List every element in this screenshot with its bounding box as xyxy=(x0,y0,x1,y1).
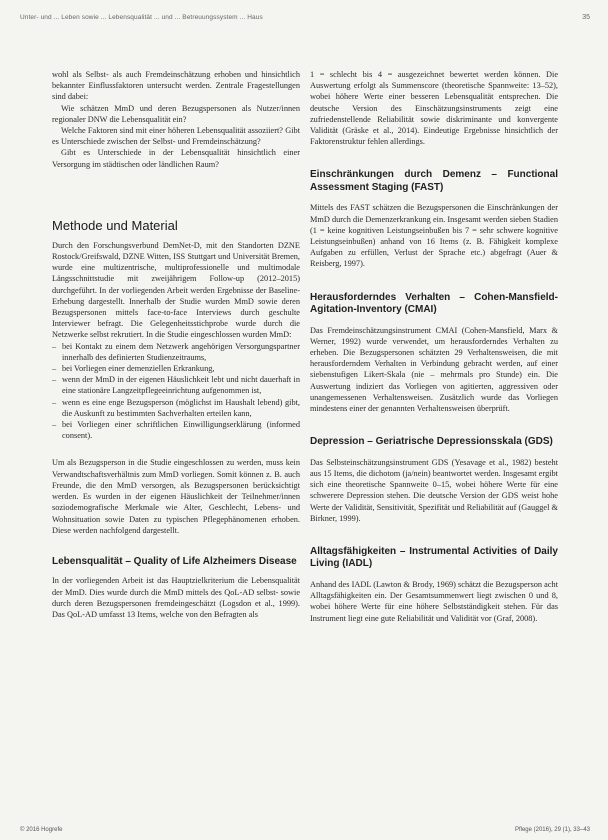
inclusion-criteria-list xyxy=(52,341,300,442)
list-item: – bei Kontakt zu einem dem Netzwerk angehörigen Versorgungspartner innerhalb des definierten Studienzeitraums, xyxy=(52,341,300,363)
cmai-paragraph: Das Fremdeinschätzungsinstrument CMAI (Cohen-Mansfield, Marx & Werner, 1992) wurde verwendet, um herausforderndes Verhalten zu erheben. Die Bezugspersonen schätzten 29 Verhaltensweisen, die mit herausforderndem Verhalten in Verbindung gebracht werden, auf einer siebenstufigen Likert-Skala (nie – mehrmals pro Stunde) ein. Die Auswertung indiziert das Vorliegen von agitierten, aggressiven oder unangemessenen Verhaltensweisen. Zusätzlich wurde das Vorliegen mindestens einer der genannten Verhaltensweisen überprüft. xyxy=(310,325,558,414)
right-column xyxy=(310,69,558,624)
subsection-title-fast: Einschränkungen durch Demenz – Functional Assessment Staging (FAST) xyxy=(310,169,558,193)
page-number: 35 xyxy=(582,13,590,21)
section-title-methods: Methode und Material xyxy=(52,217,178,233)
iadl-paragraph: Anhand des IADL (Lawton & Brody, 1969) schätzt die Bezugsperson acht Alltagsfähigkeiten ein. Der Gesamtsummenwert liegt zwischen 0 und 8, wobei höhere Werte für eine höhere Selbstständigkeit stehen. Für das Instrument liegt eine gute Reliabilität und Validität vor (Graf, 2008). xyxy=(310,579,558,623)
list-item: – bei Vorliegen einer schriftlichen Einwilligungserklärung (informed consent). xyxy=(52,419,300,441)
research-question: Gibt es Unterschiede in der Lebensqualität hinsichtlich einer Versorgung im städtischen oder ländlichen Raum? xyxy=(52,148,300,169)
subsection-title-iadl: Alltagsfähigkeiten – Instrumental Activities of Daily Living (IADL) xyxy=(310,545,558,570)
research-question: Wie schätzen MmD und deren Bezugspersonen als Nutzer/innen regionaler DNW die Lebensqualität ein? xyxy=(52,103,300,124)
footer-copyright: © 2016 Hogrefe xyxy=(20,827,63,833)
quality-of-life-paragraph: In der vorliegenden Arbeit ist das Hauptzielkriterium die Lebensqualität der MmD. Dies wurde durch die MmD mittels des QoL-AD selbst- sowie durch deren Bezugspersonen fremdeingeschätzt (Logsdon et al., 1999). Das QoL-AD umfasst 13 Items, welche von den Befragten als xyxy=(52,576,300,620)
subsection-title-cmai: Herausforderndes Verhalten – Cohen-Mansfield-Agitation-Inventory (CMAI) xyxy=(310,291,558,316)
quality-of-life-continued: 1 = schlecht bis 4 = ausgezeichnet bewertet werden können. Die Auswertung erfolgt als Summenscore (theoretische Spannweite: 13–52), wobei höhere Werte einer besseren Lebensqualität entsprechen. Die deutsche Version des Einschätzungsinstruments zeigt eine zufriedenstellende Reliabilität sowie diskriminante und konvergente Validität (Gräske et al., 2014). Eindeutige Ergebnisse hinsichtlich der Faktorenstruktur fehlen allerdings. xyxy=(310,70,558,147)
page-footer xyxy=(20,824,590,836)
footer-citation: Pflege (2016), 29 (1), 33–43 xyxy=(514,827,590,833)
list-item: – bei Vorliegen einer demenziellen Erkrankung, xyxy=(52,363,300,374)
running-head xyxy=(20,10,590,24)
methods-paragraph: Um als Bezugsperson in die Studie eingeschlossen zu werden, muss kein Verwandtschaftsverhältnis zum MmD vorliegen. Somit können z. B. auch Freunde, die den MmD versorgen, als Bezugspersonen berücksichtigt werden. Es wurden in der eigenen Häuslichkeit der Teilnehmer/innen soziodemografische Merkmale wie Alter, Geschlecht, Lebens- und Wohnsituation sowie Daten zu typischen Pflegephänomenen erhoben. Diese werden nachfolgend dargestellt. xyxy=(52,458,300,535)
left-column xyxy=(52,69,300,620)
fast-paragraph: Mittels des FAST schätzen die Bezugspersonen die Einschränkungen der MmD durch die Demenzerkrankung ein. Insgesamt werden sieben Stadien (1 = keine kognitiven Leistungseinbußen bis 7 = sehr schwere kognitive Leistungseinbußen) anhand von 16 Items (z. B. Fähigkeit komplexe Aufgaben zu erfüllen, Verlust der Sprache etc.) abgefragt (Auer & Reisberg, 1997). xyxy=(310,203,558,269)
list-item: – wenn der MmD in der eigenen Häuslichkeit lebt und nicht dauerhaft in eine stationäre Langzeitpflegeeinrichtung aufgenommen ist, xyxy=(52,374,300,396)
subsection-title-quality-of-life: Lebensqualität – Quality of Life Alzheimers Disease xyxy=(52,555,297,567)
research-question: Welche Faktoren sind mit einer höheren Lebensqualität assoziiert? Gibt es Unterschiede zwischen der Selbst- und Fremdeinschätzung? xyxy=(52,126,300,147)
methods-paragraph: Durch den Forschungsverbund DemNet-D, mit den Standorten DZNE Rostock/Greifswald, DZNE Witten, ISS Stuttgart und Universität Bremen, wurde eine multizentrische, multiprofessionelle und multimodale Längsschnittstudie mit zweijährigem Follow-up (2012–2015) durchgeführt. In der vorliegenden Arbeit werden Ergebnisse der Baseline-Erhebung dargestellt. Innerhalb der Studie wurden MmD sowie deren Bezugspersonen mittels face-to-face Interviews durch geschulte Interviewer befragt. Die Gelegenheitsstichprobe wurde durch die Netzwerke selbst rekrutiert. In die Studie eingeschlossen wurden MmD: xyxy=(52,240,300,340)
gds-paragraph: Das Selbsteinschätzungsinstrument GDS (Yesavage et al., 1982) besteht aus 15 Items, die dichotom (ja/nein) beantwortet werden. Insgesamt ergibt sich eine theoretische Spannweite 0–15, wobei höhere Werte für eine schwerere Depression stehen. Die deutsche Version der GDS weist hohe Werte der Validität, Sensitivität, Spezifität und Reliabilität auf (Gauggel & Birkner, 1999). xyxy=(310,457,558,523)
subsection-title-gds: Depression – Geriatrische Depressionsskala (GDS) xyxy=(310,436,553,448)
running-head-text: Unter- und ... Leben sowie ... Lebensqualität ... und ... Betreuungssystem ... Haus xyxy=(20,13,263,21)
intro-paragraph: wohl als Selbst- als auch Fremdeinschätzung erhoben und hinsichtlich bekannter Einflussfaktoren untersucht werden. Zentrale Fragestellungen sind dabei: xyxy=(52,70,300,102)
list-item: – wenn es eine enge Bezugsperson (möglichst im Haushalt lebend) gibt, die Auskunft zu bestimmten Sachverhalten erteilen kann, xyxy=(52,397,300,419)
